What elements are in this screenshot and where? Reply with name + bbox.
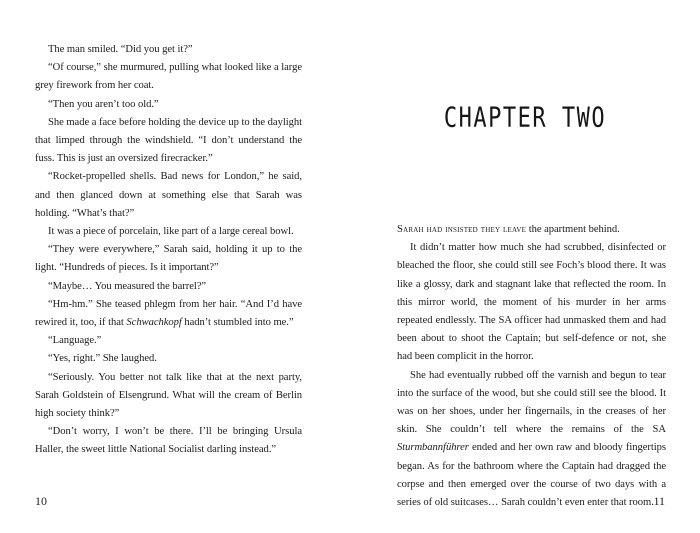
paragraph: “Language.”: [48, 335, 102, 347]
paragraph: [397, 367, 666, 513]
paragraph: “Seriously. You better not talk like that at the next party, Sarah Goldstein of Elsengrund. What will the cream of Berlin high society think?”: [35, 371, 302, 420]
italic-word: Sturmbannführer: [397, 442, 469, 454]
text-run: ended and her own raw and bloody fingertips began. As for the bathroom where the Captain had dragged the corpse and then emerged over the course of two days with a series of old suitcases… Sarah couldn’t even enter that room.: [397, 442, 666, 509]
paragraph: “Maybe… You measured the barrel?”: [48, 280, 207, 292]
right-page-body: [397, 221, 666, 512]
paragraph: “They were everywhere,” Sarah said, holding it up to the light. “Hundreds of pieces. Is it important?”: [35, 244, 302, 274]
paragraph: “Of course,” she murmured, pulling what looked like a large grey firework from her coat.: [35, 62, 302, 92]
paragraph: “Then you aren’t too old.”: [48, 98, 159, 110]
paragraph: It didn’t matter how much she had scrubbed, disinfected or bleached the floor, she could still see Foch’s blood there. It was like a glossy, dark and stagnant lake that reflected the room. In this mirror world, the moment of his murder in her arms repeated endlessly. The SA officer had unmasked them and had been about to shoot the Captain; but self-defence or not, she had been complicit in the horror.: [397, 242, 666, 363]
paragraph: “Don’t worry, I won’t be there. I’ll be bringing Ursula Haller, the sweet little National Socialist darling instead.”: [35, 426, 302, 456]
paragraph: “Yes, right.” She laughed.: [48, 353, 157, 365]
paragraph: It was a piece of porcelain, like part of a large cereal bowl.: [48, 226, 294, 238]
italic-word: Schwachkopf: [126, 317, 182, 329]
text-run: the apartment behind.: [526, 224, 620, 235]
text-run: She had eventually rubbed off the varnish and begun to tear into the surface of the wood, but she could still see the blood. It was on her shoes, under her fingernails, in the creases of her skin. She couldn’t tell where the remains of the SA: [397, 369, 666, 436]
text-run: “Hm-hm.” She teased phlegm from her hair. “And I’d have rewired it, too, if that: [35, 298, 302, 329]
paragraph: [35, 296, 302, 332]
right-page: [350, 0, 700, 533]
paragraph: The man smiled. “Did you get it?”: [48, 44, 193, 55]
page-number: 10: [35, 494, 47, 508]
chapter-title: CHAPTER TWO: [443, 102, 607, 135]
text-run: hadn’t stumbled into me.”: [181, 317, 294, 329]
opening-paragraph: [397, 221, 666, 239]
left-page-body: [35, 41, 302, 460]
page-number: 11: [653, 494, 665, 508]
paragraph: “Rocket-propelled shells. Bad news for London,” he said, and then glanced down at something else that Sarah was holding. “What’s that?”: [35, 171, 302, 219]
opening-small-caps: Sarah had insisted they leave: [397, 224, 527, 235]
paragraph: She made a face before holding the device up to the daylight that limped through the windshield. “I don’t understand the fuss. This is just an oversized firecracker.”: [35, 116, 302, 165]
